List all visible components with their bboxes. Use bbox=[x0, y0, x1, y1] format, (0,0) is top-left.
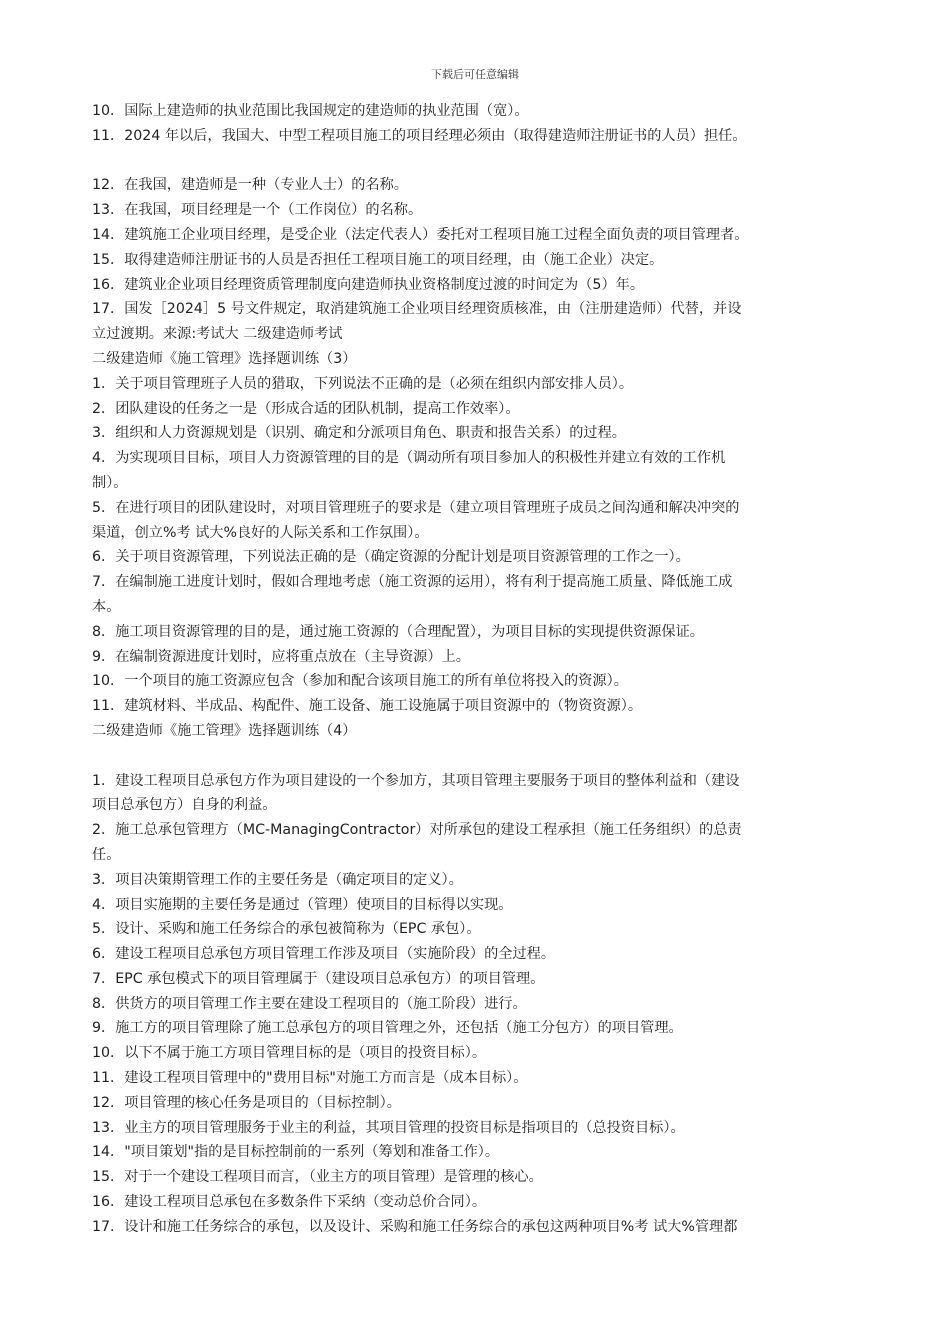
text-line: 渠道，创立%考 试大%良好的人际关系和工作氛围）。 bbox=[92, 524, 429, 541]
text-line: 16．建筑业企业项目经理资质管理制度向建造师执业资格制度过渡的时间定为（5）年。 bbox=[92, 276, 645, 293]
text-line: 3．组织和人力资源规划是（识别、确定和分派项目角色、职责和报告关系）的过程。 bbox=[92, 425, 626, 442]
text-line: 17．国发［2024］5 号文件规定，取消建筑施工企业项目经理资质核准，由（注册建造师）代替，并设 bbox=[92, 301, 742, 318]
text-line: 9．施工方的项目管理除了施工总承包方的项目管理之外，还包括（施工分包方）的项目管理。 bbox=[92, 1020, 683, 1037]
text-line: 7．在编制施工进度计划时，假如合理地考虑（施工资源的运用），将有利于提高施工质量、降低施工成 bbox=[92, 574, 733, 591]
text-line: 9．在编制资源进度计划时，应将重点放在（主导资源）上。 bbox=[92, 648, 470, 665]
text-line: 本。 bbox=[92, 598, 121, 615]
text-line: 10．一个项目的施工资源应包含（参加和配合该项目施工的所有单位将投入的资源）。 bbox=[92, 673, 628, 690]
text-line: 立过渡期。来源:考试大 二级建造师考试 bbox=[92, 326, 343, 343]
blank-line bbox=[92, 149, 872, 174]
text-line: 6．关于项目资源管理，下列说法正确的是（确定资源的分配计划是项目资源管理的工作之一）。 bbox=[92, 549, 690, 566]
text-line: 任。 bbox=[92, 846, 121, 863]
text-line: 8．供货方的项目管理工作主要在建设工程项目的（施工阶段）进行。 bbox=[92, 995, 527, 1012]
text-line: 7．EPC 承包模式下的项目管理属于（建设项目总承包方）的项目管理。 bbox=[92, 970, 545, 987]
blank-line bbox=[92, 744, 872, 769]
section-heading: 二级建造师《施工管理》选择题训练（3） bbox=[92, 350, 357, 367]
text-line: 2．施工总承包管理方（MC-ManagingContractor）对所承包的建设工程承担（施工任务组织）的总责 bbox=[92, 822, 742, 839]
text-line: 11．建设工程项目管理中的"费用目标"对施工方而言是（成本目标）。 bbox=[92, 1070, 528, 1087]
text-line: 15．取得建造师注册证书的人员是否担任工程项目施工的项目经理，由（施工企业）决定。 bbox=[92, 251, 664, 268]
text-line: 17．设计和施工任务综合的承包，以及设计、采购和施工任务综合的承包这两种项目%考 试大%管理都 bbox=[92, 1218, 738, 1235]
text-line: 3．项目决策期管理工作的主要任务是（确定项目的定义）。 bbox=[92, 871, 463, 888]
text-line: 5．设计、采购和施工任务综合的承包被简称为（EPC 承包）。 bbox=[92, 921, 481, 938]
text-line: 2．团队建设的任务之一是（形成合适的团队机制，提高工作效率）。 bbox=[92, 400, 520, 417]
text-line: 4．项目实施期的主要任务是通过（管理）使项目的目标得以实现。 bbox=[92, 896, 513, 913]
text-line: 13．业主方的项目管理服务于业主的利益，其项目管理的投资目标是指项目的（总投资目标）。 bbox=[92, 1119, 685, 1136]
text-line: 16．建设工程项目总承包在多数条件下采纳（变动总价合同）。 bbox=[92, 1194, 487, 1211]
text-line: 15．对于一个建设工程项目而言，（业主方的项目管理）是管理的核心。 bbox=[92, 1169, 543, 1186]
page-header: 下载后可任意编辑 bbox=[431, 68, 519, 81]
text-line: 6．建设工程项目总承包方项目管理工作涉及项目（实施阶段）的全过程。 bbox=[92, 946, 556, 963]
section-heading: 二级建造师《施工管理》选择题训练（4） bbox=[92, 722, 357, 739]
text-line: 10．以下不属于施工方项目管理目标的是（项目的投资目标）。 bbox=[92, 1045, 487, 1062]
document-body bbox=[92, 99, 872, 1240]
text-line: 制）。 bbox=[92, 474, 128, 491]
text-line: 8．施工项目资源管理的目的是，通过施工资源的（合理配置），为项目目标的实现提供资源保证。 bbox=[92, 623, 704, 640]
text-line: 11．建筑材料、半成品、构配件、施工设备、施工设施属于项目资源中的（物资资源）。 bbox=[92, 698, 643, 715]
text-line: 5．在进行项目的团队建设时，对项目管理班子的要求是（建立项目管理班子成员之间沟通和解决冲突的 bbox=[92, 499, 740, 516]
text-line: 11．2024 年以后，我国大、中型工程项目施工的项目经理必须由（取得建造师注册证书的人员）担任。 bbox=[92, 127, 747, 144]
text-line: 14．"项目策划"指的是目标控制前的一系列（筹划和准备工作）。 bbox=[92, 1144, 500, 1161]
text-line: 13．在我国，项目经理是一个（工作岗位）的名称。 bbox=[92, 202, 423, 219]
text-line: 12．项目管理的核心任务是项目的（目标控制）。 bbox=[92, 1094, 401, 1111]
text-line: 4．为实现项目目标，项目人力资源管理的目的是（调动所有项目参加人的积极性并建立有效的工作机 bbox=[92, 450, 726, 467]
text-line: 项目总承包方）自身的利益。 bbox=[92, 797, 277, 814]
text-line: 12．在我国，建造师是一种（专业人士）的名称。 bbox=[92, 177, 408, 194]
text-line: 14．建筑施工企业项目经理，是受企业（法定代表人）委托对工程项目施工过程全面负责的项目管理者。 bbox=[92, 226, 749, 243]
text-line: 10．国际上建造师的执业范围比我国规定的建造师的执业范围（宽）。 bbox=[92, 103, 529, 119]
text-line: 1．关于项目管理班子人员的猎取，下列说法不正确的是（必须在组织内部安排人员）。 bbox=[92, 375, 634, 392]
text-line: 1．建设工程项目总承包方作为项目建设的一个参加方，其项目管理主要服务于项目的整体利益和（建设 bbox=[92, 772, 740, 789]
